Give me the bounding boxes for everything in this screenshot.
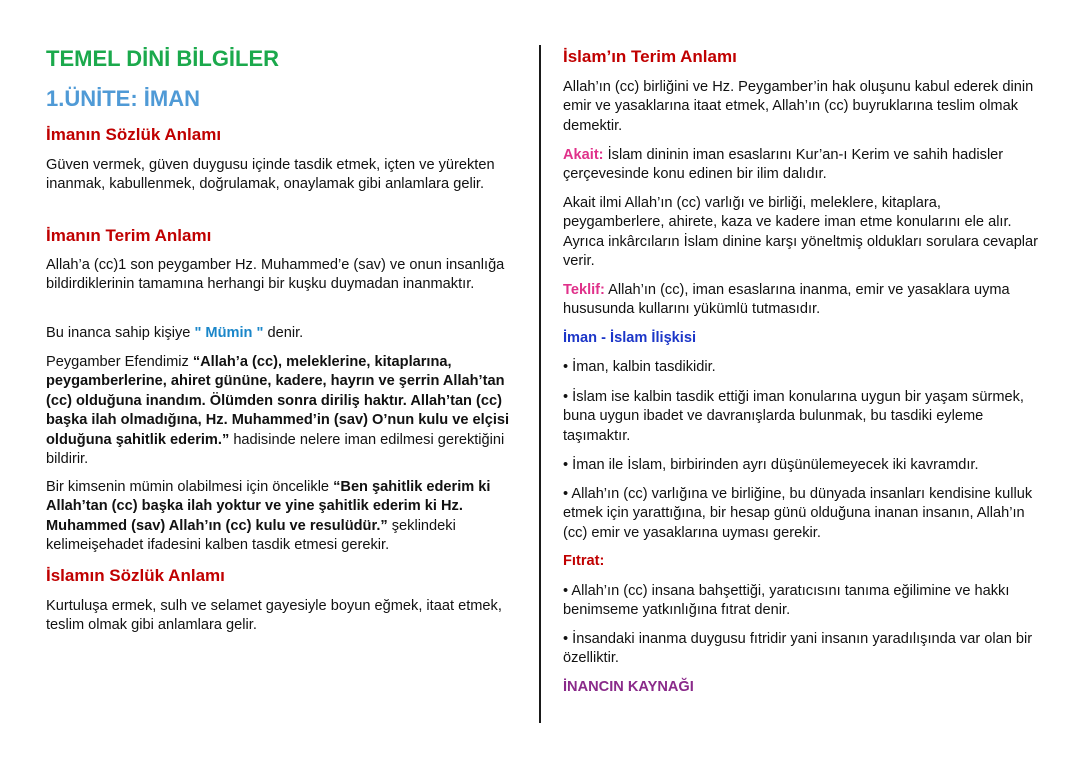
section-heading-islam-sozluk: İslamın Sözlük Anlamı [46,566,225,585]
bullet-fitrat-inanma: • İnsandaki inanma duygusu fıtridir yani insanın yaradılışında var olan bir özelliktir. [563,631,1033,667]
kelime-pre: Bir kimsenin mümin olabilmesi için öncelikle [46,479,334,495]
teklif-label: Teklif: [563,282,605,298]
hadis-post: hadisinde nelere iman edilmesi gerektiğini bildirir. [46,431,505,468]
paragraph-hadis [46,353,526,469]
paragraph-kelimeisehadet [46,478,526,556]
paragraph-iman-terim: Allah’a (cc)1 son peygamber Hz. Muhammed’e (sav) ve onun insanlığa bildirdiklerinin tamamına herhangi bir kuşku duymadan inanmaktır. [46,257,505,293]
hadis-pre: Peygamber Efendimiz [46,354,193,370]
kelime-post: şeklindeki kelimeişehadet ifadesini kalben tasdik etmesi gerekir. [46,517,456,554]
section-heading-iman-terim: İmanın Terim Anlamı [46,226,212,245]
bullet-emir-yasak: • Allah’ın (cc) varlığına ve birliğine, bu dünyada insanları kendisine kulluk etmek için yarattığına, bir hesap günü olduğuna inanan insanın, Allah’ın (cc) emir ve yasaklarına uyması gerekir. [563,486,1033,541]
paragraph-iman-sozluk: Güven vermek, güven duygusu içinde tasdik etmek, içten ve yürekten inanmak, kabullenmek, doğrulamak, onaylamak gibi anlamlara gelir. [46,157,495,193]
akait-label: Akait: [563,147,604,163]
column-divider [539,45,541,723]
bullet-iki-kavram: • İman ile İslam, birbirinden ayrı düşünülemeyecek iki kavramdır. [563,457,979,473]
bullet-iman-tasdik: • İman, kalbin tasdikidir. [563,359,716,375]
hadis-quote: “Allah’a (cc), meleklerine, kitaplarına, peygamberlerine, ahiret gününe, kadere, hayrın ve şerrin Allah’tan (cc) olduğuna inandım. Ölümden sonra diriliş haktır. Allah’tan (cc) başka ilah olmadığına, Hz. Muhammed’in (sav) O’nun kulu ve elçisi olduğuna şahitlik ederim.” [46,354,510,448]
paragraph-islam-terim: Allah’ın (cc) birliğini ve Hz. Peygamber’in hak oluşunu kabul ederek dinin emir ve yasaklarına itaat etmek, Allah’ın (cc) buyruklarına teslim olmak demektir. [563,79,1034,134]
subheading-iman-islam: İman - İslam İlişkisi [563,330,697,346]
paragraph-akait-ilmi: Akait ilmi Allah’ın (cc) varlığı ve birliği, meleklere, kitaplara, peygamberlere, ahirete, kaza ve kadere iman etme konularını ele alır. Ayrıca inkârcıların İslam dinine karşı yöneltmiş oldukları sorulara cevaplar verir. [563,195,1039,270]
bullet-islam-yasam: • İslam ise kalbin tasdik ettiği iman konularına uygun bir yaşam sürmek, buna uygun ibadet ve davranışlarda bulunmak, bu tasdiki eyleme taşımaktır. [563,389,1024,444]
kelime-quote: “Ben şahitlik ederim ki Allah’tan (cc) başka ilah yoktur ve yine şahitlik ederim ki Hz. Muhammed (sav) Allah’ın (cc) kulu ve resulüdür.” [46,479,491,534]
paragraph-mumin [46,324,526,343]
unit-title: 1.ÜNİTE: İMAN [46,86,200,111]
teklif-text: Allah’ın (cc), iman esaslarına inanma, emir ve yasaklara uyma hususunda kullarını yükümlü tutmasıdır. [563,282,1010,318]
mumin-term: " Mümin " [194,325,264,341]
section-heading-islam-terim: İslam’ın Terim Anlamı [563,47,737,66]
paragraph-akait [563,146,1043,185]
section-heading-iman-sozluk: İmanın Sözlük Anlamı [46,125,222,144]
subheading-inancin-kaynagi: İNANCIN KAYNAĞI [563,679,694,695]
subheading-fitrat: Fıtrat: [563,553,605,569]
akait-text: İslam dininin iman esaslarını Kur’an-ı Kerim ve sahih hadisler çerçevesinde konu edinen bir ilim dalıdır. [563,147,1004,183]
paragraph-islam-sozluk: Kurtuluşa ermek, sulh ve selamet gayesiyle boyun eğmek, itaat etmek, teslim olmak gibi anlamlara gelir. [46,598,502,634]
mumin-pre: Bu inanca sahip kişiye [46,325,195,341]
bullet-fitrat-tanim: • Allah’ın (cc) insana bahşettiği, yaratıcısını tanıma eğilimine ve hakkı benimseme yatkınlığına fıtrat denir. [563,583,1010,619]
paragraph-teklif [563,281,1043,320]
document-title: TEMEL DİNİ BİLGİLER [46,46,280,71]
mumin-post: denir. [263,325,304,341]
